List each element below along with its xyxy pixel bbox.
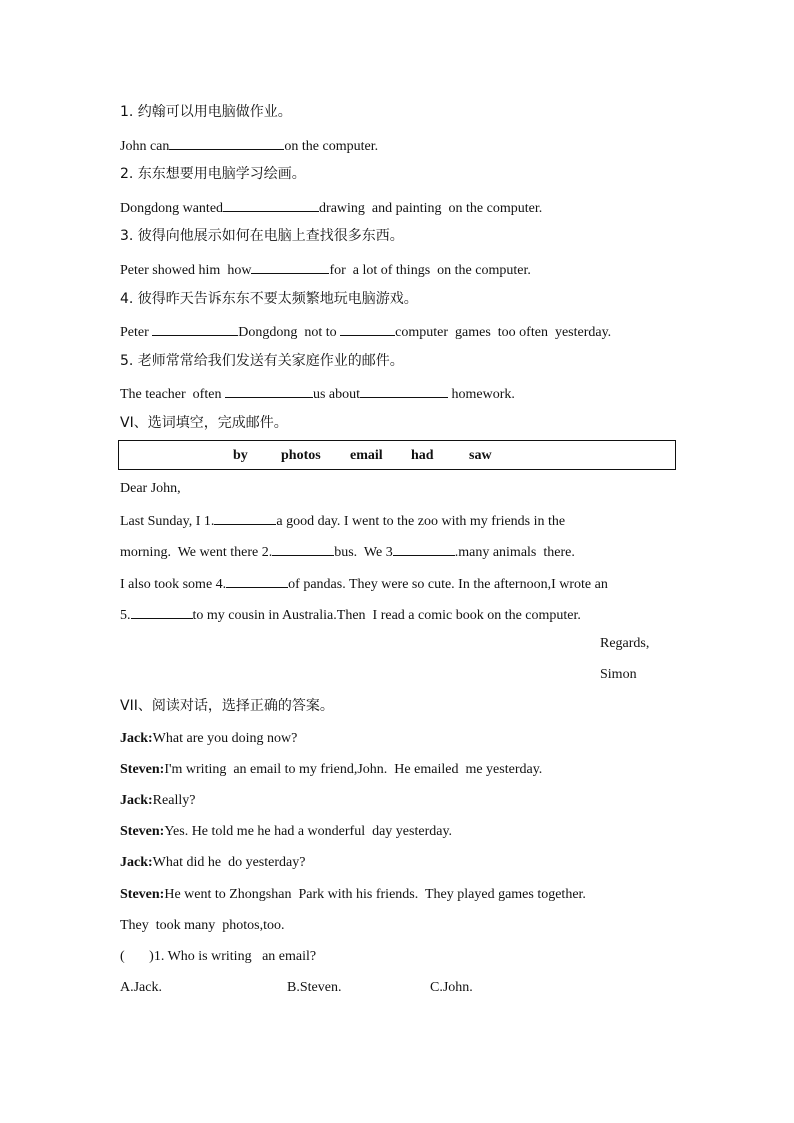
dialogue-line: [120, 854, 305, 872]
email-greeting: Dear John,: [120, 481, 181, 496]
dialogue-line: [120, 792, 195, 810]
q2-chinese: 2. 东东想要用电脑学习绘画。: [120, 166, 306, 182]
q5-blank-2[interactable]: [360, 384, 448, 398]
q4-english: [120, 322, 611, 342]
question-1: [120, 948, 316, 966]
speaker-name: Jack:: [120, 793, 153, 808]
answer-paren[interactable]: ( ): [120, 949, 154, 964]
q3-english: [120, 260, 531, 280]
dialogue-line: [120, 886, 586, 904]
section6-heading: VI、选词填空，完成邮件。: [120, 415, 288, 431]
word-bank-item: had: [411, 448, 434, 463]
email-text: to my cousin in Australia.Then I read a comic book on the computer.: [192, 608, 581, 623]
q5-text-a: The teacher often: [120, 387, 225, 402]
section7-heading: VII、阅读对话，选择正确的答案。: [120, 698, 334, 714]
q1-english: [120, 136, 378, 156]
q4-blank-2[interactable]: [340, 322, 395, 336]
speaker-name: Steven:: [120, 824, 165, 839]
blank-2[interactable]: [272, 542, 334, 556]
dialogue-text: What are you doing now?: [152, 731, 298, 746]
speaker-name: Steven:: [120, 762, 165, 777]
email-text: bus. We 3: [334, 545, 393, 560]
q2-english: [120, 198, 542, 218]
word-bank-item: email: [350, 448, 383, 463]
q5-text-b: us about: [312, 387, 361, 402]
q1-blank[interactable]: [169, 136, 284, 150]
q2-text-b: drawing and painting on the computer.: [319, 201, 543, 216]
dialogue-line: [120, 823, 452, 841]
blank-3[interactable]: [393, 542, 455, 556]
word-bank-item: by: [233, 448, 248, 463]
email-line-2: [120, 542, 575, 562]
dialogue-continuation: They took many photos,too.: [120, 918, 285, 933]
email-signature: Simon: [600, 667, 637, 682]
q3-text-a: Peter showed him how: [120, 263, 252, 278]
email-text: .many animals there.: [454, 545, 575, 560]
email-text: morning. We went there 2.: [120, 545, 273, 560]
q4-chinese: 4. 彼得昨天告诉东东不要太频繁地玩电脑游戏。: [120, 291, 418, 307]
email-line-4: [120, 605, 581, 625]
q2-text-a: Dongdong wanted: [120, 201, 224, 216]
email-text: a good day. I went to the zoo with my friends in the: [276, 514, 566, 529]
dialogue-line: [120, 761, 542, 779]
q3-blank[interactable]: [251, 260, 329, 274]
speaker-name: Jack:: [120, 731, 153, 746]
blank-5[interactable]: [131, 605, 193, 619]
dialogue-text: I'm writing an email to my friend,John. He emailed me yesterday.: [164, 762, 543, 777]
q2-blank[interactable]: [223, 198, 319, 212]
option-c[interactable]: C.John.: [430, 980, 473, 995]
blank-1[interactable]: [214, 511, 276, 525]
speaker-name: Steven:: [120, 887, 165, 902]
q3-text-b: for a lot of things on the computer.: [329, 263, 531, 278]
dialogue-text: What did he do yesterday?: [152, 855, 306, 870]
q5-text-c: homework.: [448, 387, 515, 402]
speaker-name: Jack:: [120, 855, 153, 870]
q1-chinese: 1. 约翰可以用电脑做作业。: [120, 104, 292, 120]
blank-4[interactable]: [226, 574, 288, 588]
email-text: 5.: [120, 608, 131, 623]
email-text: I also took some 4.: [120, 577, 227, 592]
dialogue-text: He went to Zhongshan Park with his friends. They played games together.: [164, 887, 586, 902]
email-text: Last Sunday, I 1.: [120, 514, 215, 529]
q4-text-c: computer games too often yesterday.: [395, 325, 612, 340]
q4-text-b: Dongdong not to: [238, 325, 341, 340]
dialogue-text: Yes. He told me he had a wonderful day yesterday.: [164, 824, 453, 839]
q3-chinese: 3. 彼得向他展示如何在电脑上查找很多东西。: [120, 228, 404, 244]
dialogue-text: Really?: [152, 793, 196, 808]
q1-text-a: John can: [120, 139, 170, 154]
email-text: of pandas. They were so cute. In the afternoon,I wrote an: [288, 577, 608, 592]
email-regards: Regards,: [600, 636, 650, 651]
q5-chinese: 5. 老师常常给我们发送有关家庭作业的邮件。: [120, 353, 404, 369]
q5-english: [120, 384, 515, 404]
email-line-3: [120, 574, 608, 594]
option-a[interactable]: A.Jack.: [120, 980, 162, 995]
word-bank-item: photos: [281, 448, 321, 463]
q4-text-a: Peter: [120, 325, 153, 340]
email-line-1: [120, 511, 565, 531]
q5-blank-1[interactable]: [225, 384, 313, 398]
option-b[interactable]: B.Steven.: [287, 980, 342, 995]
question-text: 1. Who is writing an email?: [153, 949, 317, 964]
word-bank-box: [118, 440, 676, 470]
dialogue-line: [120, 730, 297, 748]
q4-blank-1[interactable]: [152, 322, 238, 336]
q1-text-b: on the computer.: [284, 139, 379, 154]
word-bank-item: saw: [469, 448, 492, 463]
